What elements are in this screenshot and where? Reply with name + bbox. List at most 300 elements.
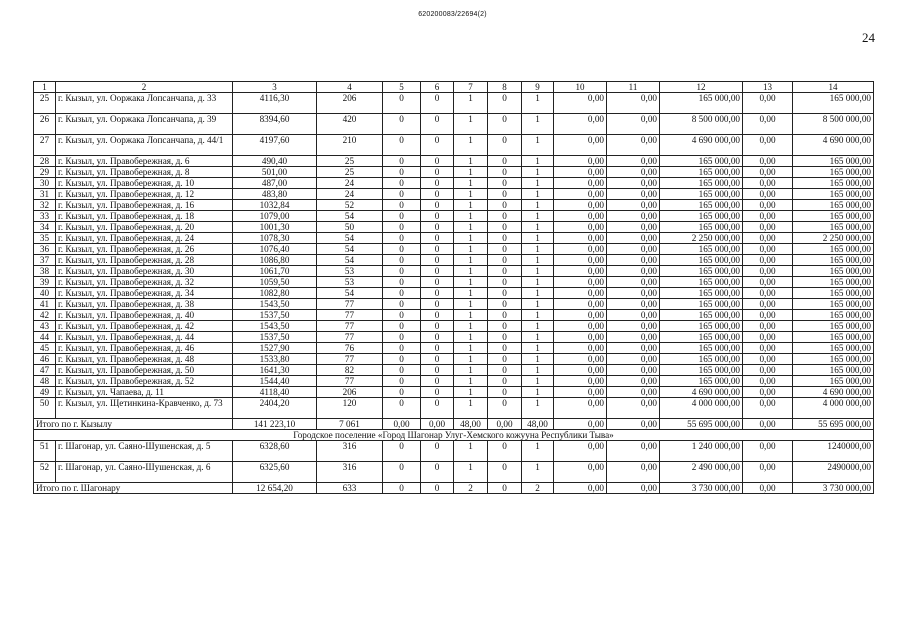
table-cell: 0 (488, 135, 522, 156)
table-cell: 0,00 (743, 277, 793, 288)
table-cell: 0,00 (554, 310, 607, 321)
column-header: 4 (317, 82, 383, 93)
table-cell: 1 (522, 178, 554, 189)
table-cell: 53 (317, 266, 383, 277)
table-cell: 165 000,00 (793, 365, 874, 376)
table-cell: 0 (383, 387, 421, 398)
total-cell: 0,00 (607, 419, 660, 430)
total-cell: 2 (522, 483, 554, 494)
table-cell: г. Кызыл, ул. Правобережная, д. 26 (56, 244, 233, 255)
table-cell: 1 (522, 310, 554, 321)
table-cell: 1 (454, 211, 488, 222)
table-cell: 165 000,00 (793, 244, 874, 255)
table-cell: 1 (522, 114, 554, 135)
table-cell: 165 000,00 (660, 310, 743, 321)
table-cell: 0,00 (607, 376, 660, 387)
table-cell: г. Кызыл, ул. Чапаева, д. 11 (56, 387, 233, 398)
table-cell: 1 (454, 255, 488, 266)
table-cell: 165 000,00 (793, 200, 874, 211)
table-cell: 49 (34, 387, 56, 398)
table-cell: 1533,80 (233, 354, 317, 365)
table-cell: 420 (317, 114, 383, 135)
table-cell: 0,00 (607, 93, 660, 114)
table-cell: 0 (488, 222, 522, 233)
table-cell: 0 (488, 156, 522, 167)
table-cell: 1 (522, 376, 554, 387)
table-cell: 0,00 (607, 398, 660, 419)
table-cell: 165 000,00 (660, 354, 743, 365)
table-cell: 1 (522, 332, 554, 343)
table-cell: 54 (317, 255, 383, 266)
table-cell: 0,00 (743, 189, 793, 200)
table-cell: 29 (34, 167, 56, 178)
table-cell: 0 (421, 365, 454, 376)
table-row (34, 310, 874, 321)
table-cell: 2404,20 (233, 398, 317, 419)
total-cell: 0,00 (488, 419, 522, 430)
column-header: 8 (488, 82, 522, 93)
table-cell: г. Кызыл, ул. Правобережная, д. 48 (56, 354, 233, 365)
total-cell: 2 (454, 483, 488, 494)
table-cell: 0,00 (554, 211, 607, 222)
table-cell: 0,00 (554, 332, 607, 343)
table-cell: 0 (488, 354, 522, 365)
table-cell: 0 (421, 211, 454, 222)
table-cell: 165 000,00 (660, 255, 743, 266)
table-cell: 0 (383, 288, 421, 299)
table-cell: 0,00 (554, 114, 607, 135)
table-cell: 0,00 (607, 321, 660, 332)
table-cell: 1 (454, 244, 488, 255)
table-row (34, 167, 874, 178)
table-cell: 2 490 000,00 (660, 462, 743, 483)
table-cell: 0 (488, 93, 522, 114)
table-cell: 1 (454, 376, 488, 387)
total-cell: 0,00 (743, 483, 793, 494)
table-cell: 0 (421, 299, 454, 310)
total-cell: 633 (317, 483, 383, 494)
table-cell: 1543,50 (233, 299, 317, 310)
table-cell: 24 (317, 189, 383, 200)
table-cell: 165 000,00 (793, 299, 874, 310)
table-cell: 483,80 (233, 189, 317, 200)
table-cell: г. Кызыл, ул. Щетинкина-Кравченко, д. 73 (56, 398, 233, 419)
table-cell: 50 (34, 398, 56, 419)
table-cell: 0 (421, 135, 454, 156)
table-cell: 0 (383, 365, 421, 376)
table-cell: 165 000,00 (793, 332, 874, 343)
table-cell: 1 (522, 288, 554, 299)
table-cell: 28 (34, 156, 56, 167)
column-header: 7 (454, 82, 488, 93)
table-cell: 0 (488, 398, 522, 419)
table-cell: 0,00 (554, 462, 607, 483)
table-cell: г. Кызыл, ул. Ооржака Лопсанчапа, д. 33 (56, 93, 233, 114)
table-cell: 4 000 000,00 (793, 398, 874, 419)
table-cell: 34 (34, 222, 56, 233)
table-cell: г. Кызыл, ул. Правобережная, д. 38 (56, 299, 233, 310)
table-cell: 1086,80 (233, 255, 317, 266)
table-cell: 8 500 000,00 (793, 114, 874, 135)
table-row (34, 211, 874, 222)
table-cell: 4197,60 (233, 135, 317, 156)
table-cell: г. Кызыл, ул. Правобережная, д. 30 (56, 266, 233, 277)
table-cell: 31 (34, 189, 56, 200)
table-cell: 52 (34, 462, 56, 483)
table-cell: 165 000,00 (793, 255, 874, 266)
table-cell: 0 (488, 277, 522, 288)
table-row (34, 376, 874, 387)
table-cell: 0,00 (743, 387, 793, 398)
table-cell: 0,00 (607, 441, 660, 462)
table-cell: 0 (383, 255, 421, 266)
table-cell: 0,00 (743, 266, 793, 277)
table-cell: 25 (34, 93, 56, 114)
total-cell: 0,00 (554, 419, 607, 430)
table-cell: 0,00 (554, 365, 607, 376)
table-cell: 0 (421, 462, 454, 483)
table-cell: 0,00 (607, 332, 660, 343)
table-cell: 0,00 (554, 189, 607, 200)
total-row (34, 483, 874, 494)
table-cell: 4 000 000,00 (660, 398, 743, 419)
table-cell: 165 000,00 (660, 266, 743, 277)
table-cell: 1079,00 (233, 211, 317, 222)
table-cell: 1641,30 (233, 365, 317, 376)
table-cell: 1 (522, 135, 554, 156)
table-cell: г. Кызыл, ул. Правобережная, д. 52 (56, 376, 233, 387)
table-cell: 0,00 (554, 398, 607, 419)
table-cell: 0,00 (607, 135, 660, 156)
table-cell: 0 (488, 321, 522, 332)
table-cell: 0,00 (743, 376, 793, 387)
table-cell: 1 (454, 135, 488, 156)
table-cell: 165 000,00 (793, 167, 874, 178)
table-cell: 1 (522, 211, 554, 222)
table-cell: 30 (34, 178, 56, 189)
table-cell: 0,00 (743, 299, 793, 310)
table-cell: 8394,60 (233, 114, 317, 135)
table-cell: 1 (522, 266, 554, 277)
section-row (34, 430, 874, 441)
column-header: 10 (554, 82, 607, 93)
table-cell: 1 (454, 299, 488, 310)
table-cell: 0,00 (607, 310, 660, 321)
table-cell: 1 (454, 200, 488, 211)
table-cell: г. Кызыл, ул. Правобережная, д. 34 (56, 288, 233, 299)
table-row (34, 156, 874, 167)
table-cell: 0 (488, 310, 522, 321)
table-cell: 165 000,00 (793, 189, 874, 200)
table-cell: 0,00 (743, 233, 793, 244)
table-cell: 0 (383, 277, 421, 288)
table-cell: 4 690 000,00 (793, 387, 874, 398)
table-cell: 46 (34, 354, 56, 365)
table-cell: 0 (488, 288, 522, 299)
total-cell: 0,00 (554, 483, 607, 494)
table-cell: 76 (317, 343, 383, 354)
table-cell: 0,00 (607, 354, 660, 365)
table-cell: 0,00 (743, 365, 793, 376)
table-cell: 0,00 (607, 156, 660, 167)
table-cell: 0,00 (607, 462, 660, 483)
total-cell: 3 730 000,00 (660, 483, 743, 494)
table-cell: 0,00 (554, 244, 607, 255)
table-cell: 40 (34, 288, 56, 299)
table-cell: 54 (317, 288, 383, 299)
table-cell: 0 (488, 365, 522, 376)
table-cell: 54 (317, 233, 383, 244)
table-cell: 1 (522, 156, 554, 167)
table-row (34, 441, 874, 462)
column-header: 11 (607, 82, 660, 93)
table-cell: 0 (383, 299, 421, 310)
table-cell: 501,00 (233, 167, 317, 178)
table-cell: 165 000,00 (793, 354, 874, 365)
section-title: Городское поселение «Город Шагонар Улуг-Хемского кожууна Республики Тыва» (34, 430, 874, 441)
table-cell: 32 (34, 200, 56, 211)
total-cell: 48,00 (454, 419, 488, 430)
table-cell: 165 000,00 (660, 277, 743, 288)
table-cell: 0,00 (607, 200, 660, 211)
table-cell: 0,00 (607, 244, 660, 255)
table-cell: 1 (454, 277, 488, 288)
table-row (34, 299, 874, 310)
table-cell: 1 (454, 233, 488, 244)
table-cell: 0 (421, 354, 454, 365)
table-row (34, 233, 874, 244)
table-cell: 0,00 (743, 288, 793, 299)
table-cell: 1 (454, 398, 488, 419)
header-row (34, 82, 874, 93)
table-cell: 0 (383, 167, 421, 178)
total-cell: 48,00 (522, 419, 554, 430)
table-cell: 1 (454, 441, 488, 462)
table-cell: 206 (317, 93, 383, 114)
register-table (33, 81, 874, 494)
table-cell: 1 (522, 354, 554, 365)
table-cell: 44 (34, 332, 56, 343)
table-cell: 165 000,00 (660, 178, 743, 189)
table-cell: 0,00 (554, 93, 607, 114)
table-cell: 0 (421, 441, 454, 462)
table-cell: 0,00 (554, 266, 607, 277)
table-cell: г. Кызыл, ул. Правобережная, д. 20 (56, 222, 233, 233)
table-cell: 165 000,00 (793, 178, 874, 189)
table-cell: 0 (383, 93, 421, 114)
table-cell: 0 (383, 233, 421, 244)
table-cell: 2 250 000,00 (660, 233, 743, 244)
table-cell: 0 (383, 354, 421, 365)
table-cell: 0,00 (743, 255, 793, 266)
table-cell: 1078,30 (233, 233, 317, 244)
table-cell: 165 000,00 (660, 244, 743, 255)
table-cell: 165 000,00 (660, 156, 743, 167)
table-cell: 42 (34, 310, 56, 321)
table-cell: 77 (317, 376, 383, 387)
table-cell: 1 (454, 343, 488, 354)
table-cell: 0,00 (743, 321, 793, 332)
table-cell: 0 (421, 288, 454, 299)
table-cell: 1 (522, 441, 554, 462)
table-cell: 0 (383, 343, 421, 354)
table-cell: 1076,40 (233, 244, 317, 255)
table-cell: 0,00 (554, 178, 607, 189)
total-cell: 55 695 000,00 (660, 419, 743, 430)
table-cell: 43 (34, 321, 56, 332)
table-cell: 2490000,00 (793, 462, 874, 483)
table-cell: г. Шагонар, ул. Саяно-Шушенская, д. 6 (56, 462, 233, 483)
table-cell: 1 (522, 462, 554, 483)
table-cell: 165 000,00 (793, 211, 874, 222)
table-cell: 1 (454, 156, 488, 167)
table-cell: 165 000,00 (660, 167, 743, 178)
total-cell: 3 730 000,00 (793, 483, 874, 494)
column-header: 3 (233, 82, 317, 93)
table-cell: 0 (488, 167, 522, 178)
table-cell: 0,00 (743, 398, 793, 419)
table-cell: 1 (454, 387, 488, 398)
table-cell: 4 690 000,00 (793, 135, 874, 156)
table-cell: 0 (383, 135, 421, 156)
table-cell: г. Кызыл, ул. Правобережная, д. 44 (56, 332, 233, 343)
table-cell: 0,00 (554, 321, 607, 332)
table-cell: 77 (317, 354, 383, 365)
total-row (34, 419, 874, 430)
table-cell: 1537,50 (233, 310, 317, 321)
table-row (34, 332, 874, 343)
table-cell: 0 (421, 222, 454, 233)
table-cell: 165 000,00 (793, 93, 874, 114)
table-cell: 1 (522, 244, 554, 255)
table-cell: 54 (317, 211, 383, 222)
table-cell: 1 (522, 255, 554, 266)
column-header: 6 (421, 82, 454, 93)
table-cell: 0 (383, 266, 421, 277)
table-cell: 0,00 (743, 178, 793, 189)
table-cell: 0,00 (607, 189, 660, 200)
table-cell: 0,00 (554, 441, 607, 462)
table-cell: 165 000,00 (660, 332, 743, 343)
table-cell: г. Кызыл, ул. Правобережная, д. 6 (56, 156, 233, 167)
table-cell: 165 000,00 (660, 288, 743, 299)
table-cell: 165 000,00 (660, 299, 743, 310)
table-cell: 316 (317, 462, 383, 483)
table-cell: 4 690 000,00 (660, 135, 743, 156)
table-cell: 54 (317, 244, 383, 255)
table-cell: 1032,84 (233, 200, 317, 211)
table-cell: 1082,80 (233, 288, 317, 299)
table-cell: 0 (421, 266, 454, 277)
table-cell: 0 (383, 222, 421, 233)
total-cell: 7 061 (317, 419, 383, 430)
table-cell: 165 000,00 (793, 343, 874, 354)
table-row (34, 354, 874, 365)
table-cell: 0,00 (554, 387, 607, 398)
table-cell: 1 (522, 200, 554, 211)
table-cell: 1 (522, 189, 554, 200)
table-row (34, 255, 874, 266)
table-cell: 2 250 000,00 (793, 233, 874, 244)
column-header: 12 (660, 82, 743, 93)
table-cell: 25 (317, 167, 383, 178)
table-row (34, 321, 874, 332)
table-cell: 51 (34, 441, 56, 462)
table-cell: 0,00 (607, 343, 660, 354)
table-cell: 0 (383, 462, 421, 483)
total-cell: 0,00 (607, 483, 660, 494)
total-cell: 55 695 000,00 (793, 419, 874, 430)
table-cell: 0 (488, 462, 522, 483)
table-cell: 24 (317, 178, 383, 189)
table-cell: г. Кызыл, ул. Правобережная, д. 10 (56, 178, 233, 189)
table-row (34, 387, 874, 398)
total-cell: 0,00 (421, 419, 454, 430)
table-cell: 1 (454, 93, 488, 114)
column-header: 9 (522, 82, 554, 93)
table-cell: 1 (522, 398, 554, 419)
table-cell: 77 (317, 332, 383, 343)
table-cell: 38 (34, 266, 56, 277)
table-cell: 0,00 (607, 222, 660, 233)
table-cell: 45 (34, 343, 56, 354)
table-cell: 0,00 (554, 299, 607, 310)
table-cell: 1001,30 (233, 222, 317, 233)
table-cell: 0 (383, 310, 421, 321)
table-cell: 0 (421, 178, 454, 189)
table-cell: 0,00 (743, 441, 793, 462)
table-cell: 1059,50 (233, 277, 317, 288)
table-cell: 0 (421, 387, 454, 398)
table-cell: 0 (383, 376, 421, 387)
table-cell: 165 000,00 (793, 288, 874, 299)
table-cell: 165 000,00 (660, 343, 743, 354)
table-cell: 0,00 (554, 156, 607, 167)
table-row (34, 462, 874, 483)
table-row (34, 365, 874, 376)
table-cell: 0 (488, 114, 522, 135)
table-cell: 0 (421, 200, 454, 211)
table-cell: 77 (317, 321, 383, 332)
table-cell: 6325,60 (233, 462, 317, 483)
table-cell: 0 (383, 200, 421, 211)
column-header: 14 (793, 82, 874, 93)
total-cell: 141 223,10 (233, 419, 317, 430)
table-cell: 0 (488, 387, 522, 398)
table-row (34, 178, 874, 189)
table-cell: 165 000,00 (793, 321, 874, 332)
table-cell: 53 (317, 277, 383, 288)
table-cell: 0,00 (743, 343, 793, 354)
table-cell: 37 (34, 255, 56, 266)
table-cell: 6328,60 (233, 441, 317, 462)
table-cell: 0 (421, 244, 454, 255)
table-cell: 0 (421, 398, 454, 419)
table-cell: 0,00 (607, 211, 660, 222)
table-cell: 165 000,00 (793, 376, 874, 387)
table-cell: 35 (34, 233, 56, 244)
table-cell: г. Кызыл, ул. Правобережная, д. 32 (56, 277, 233, 288)
table-cell: г. Кызыл, ул. Правобережная, д. 42 (56, 321, 233, 332)
table-cell: 120 (317, 398, 383, 419)
table-cell: 206 (317, 387, 383, 398)
table-cell: 210 (317, 135, 383, 156)
table-cell: 1 (522, 387, 554, 398)
table-cell: 165 000,00 (793, 266, 874, 277)
table-cell: 0,00 (743, 114, 793, 135)
table-cell: г. Кызыл, ул. Правобережная, д. 16 (56, 200, 233, 211)
table-cell: 1 (454, 189, 488, 200)
